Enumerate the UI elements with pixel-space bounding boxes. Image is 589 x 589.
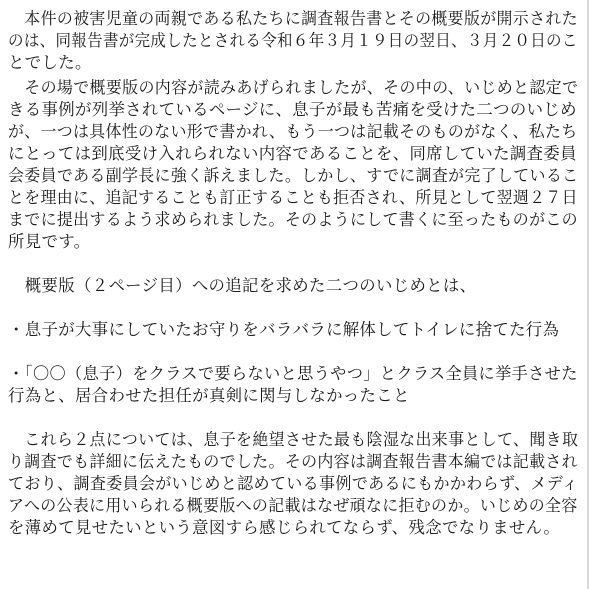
text-line: ており、調査委員会がいじめと認めている事例であるにもかかわらず、メディ [8, 474, 579, 493]
text-line: のは、同報告書が完成したとされる令和６年３月１９日の翌日、３月２０日のこ [8, 31, 578, 50]
text-line: 行為と、居合わせた担任が真剣に関与しなかったこと [8, 386, 410, 405]
text-line: これら２点については、息子を絶望させた最も陰湿な出来事として、聞き取 [8, 430, 579, 449]
text-line: きる事例が列挙されているページに、息子が最も苦痛を受けた二つのいじめ [8, 100, 577, 119]
text-line: にとっては到底受け入れられない内容であることを、同席していた調査委員 [8, 144, 577, 163]
intro-line: 概要版（２ページ目）への追記を求めた二つのいじめとは、 [8, 276, 477, 295]
text-line: その場で概要版の内容が読みあげられましたが、その中の、いじめと認定で [8, 78, 579, 97]
text-line: が、一つは具体性のない形で書かれ、もう一つは記載そのものがなく、私たち [8, 122, 578, 141]
text-line: 会委員である副学長に強く訴えました。しかし、すでに調査が完了しているこ [8, 166, 579, 185]
text-line: を薄めて見せたいという意図すら感じられてならず、残念でなりません。 [8, 518, 561, 537]
text-line: 本件の被害児童の両親である私たちに調査報告書とその概要版が開示された [8, 9, 578, 28]
bullet-item: ・息子が大事にしていたお守りをバラバラに解体してトイレに捨てた行為 [8, 320, 560, 339]
text-line: までに提出するよう求められました。そのようにして書くに至ったものがこの [8, 210, 578, 229]
text-line: とでした。 [8, 53, 92, 72]
text-line: り調査でも詳細に伝えたものでした。その内容は調査報告書本編では記載され [8, 452, 578, 471]
text-line: とを理由に、追記することも訂正することも拒否され、所見として翌週２７日 [8, 188, 578, 207]
text-line: アへの公表に用いられる概要版への記載はなぜ頑なに拒むのか。いじめの全容 [8, 496, 578, 515]
text-line: 所見です。 [8, 232, 91, 251]
text-line: ・「〇〇（息子）をクラスで要らないと思うやつ」とクラス全員に挙手させた [8, 364, 578, 383]
